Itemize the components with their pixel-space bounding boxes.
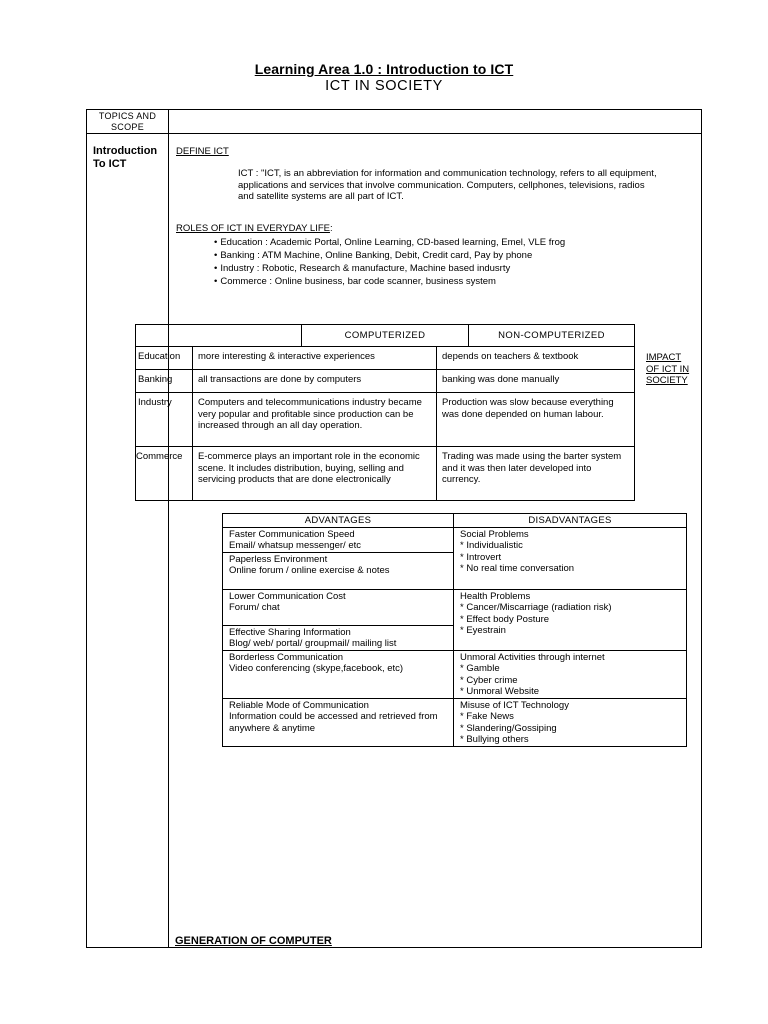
sector-cell: Banking — [136, 370, 193, 393]
advantage-title: Effective Sharing Information — [223, 625, 453, 639]
advantage-title: Lower Communication Cost — [229, 590, 346, 602]
table-row — [136, 393, 635, 447]
roles-list-item: • Industry : Robotic, Research & manufacture, Machine based indusrty — [214, 262, 565, 275]
non-computerized-header: NON-COMPUTERIZED — [469, 325, 635, 347]
table-row — [136, 347, 635, 370]
disadvantage-item: * No real time conversation — [460, 563, 575, 574]
impact-label-line: OF ICT IN — [646, 363, 690, 375]
table-row — [136, 370, 635, 393]
disadvantages-cell — [454, 698, 687, 746]
advantage-detail: Forum/ chat — [229, 602, 280, 613]
impact-label-line: IMPACT — [646, 352, 682, 363]
advantages-cell — [223, 698, 454, 746]
disadvantage-item: * Cancer/Miscarriage (radiation risk) — [460, 602, 612, 613]
advantage-title: Reliable Mode of Communication — [229, 699, 369, 711]
roles-list — [214, 236, 565, 288]
disadvantage-item: * Cyber crime — [460, 674, 518, 686]
table-row — [136, 447, 635, 501]
non-computerized-cell: Trading was made using the barter system and it was then later developed into currency. — [437, 447, 635, 501]
document-subtitle: ICT IN SOCIETY — [325, 78, 443, 94]
advantage-title: Faster Communication Speed — [229, 528, 355, 540]
computerized-cell: E-commerce plays an important role in the economic scene. It includes distribution, buying, selling and servicing products that are done electronically — [193, 447, 437, 501]
advantages-table — [222, 513, 687, 747]
roles-list-item: • Education : Academic Portal, Online Learning, CD-based learning, Emel, VLE frog — [214, 236, 565, 249]
disadvantage-item: * Unmoral Website — [460, 686, 540, 697]
sector-cell: Education — [136, 347, 193, 370]
disadvantage-item: * Introvert — [460, 551, 502, 563]
define-heading: DEFINE ICT — [176, 146, 229, 157]
table-row — [223, 589, 687, 650]
roles-list-item: • Banking : ATM Machine, Online Banking, Debit, Credit card, Pay by phone — [214, 249, 565, 262]
disadvantage-item: * Fake News — [460, 711, 514, 722]
disadvantage-title: Social Problems — [460, 528, 529, 540]
computerized-cell: more interesting & interactive experiences — [193, 347, 437, 370]
computerized-header: COMPUTERIZED — [302, 325, 469, 347]
computerized-cell: all transactions are done by computers — [193, 370, 437, 393]
disadvantages-header: DISADVANTAGES — [454, 514, 687, 528]
header-divider — [86, 133, 702, 134]
sector-cell: Industry — [136, 393, 193, 447]
disadvantages-cell — [454, 650, 687, 698]
topic-title: Introduction To ICT — [93, 145, 158, 170]
table-row — [223, 698, 687, 746]
roles-heading-colon: : — [329, 223, 333, 234]
disadvantage-item: * Individualistic — [460, 540, 523, 551]
advantage-title: Paperless Environment — [223, 552, 453, 566]
advantage-title: Borderless Communication — [229, 651, 344, 663]
advantages-table-header — [223, 514, 687, 528]
sector-cell: Commerce — [136, 447, 193, 501]
impact-table — [135, 324, 635, 501]
computerized-cell: Computers and telecommunications industry became very popular and profitable since production can be increased through an all day operation. — [193, 393, 437, 447]
disadvantage-item: * Gamble — [460, 663, 500, 674]
advantage-detail: Blog/ web/ portal/ groupmail/ mailing list — [229, 638, 397, 649]
table-row — [223, 527, 687, 589]
disadvantage-title: Misuse of ICT Technology — [460, 699, 569, 711]
disadvantages-cell — [454, 589, 687, 650]
disadvantages-cell — [454, 527, 687, 589]
column-divider — [168, 109, 169, 948]
disadvantage-item: * Bullying others — [460, 734, 529, 745]
roles-heading — [176, 223, 333, 234]
disadvantage-item: * Slandering/Gossiping — [460, 722, 557, 734]
advantage-detail: Online forum / online exercise & notes — [229, 565, 390, 576]
advantage-detail: Video conferencing (skype,facebook, etc) — [229, 663, 404, 674]
non-computerized-cell: Production was slow because everything was done depended on human labour. — [437, 393, 635, 447]
impact-table-header — [136, 325, 635, 347]
non-computerized-cell: banking was done manually — [437, 370, 635, 393]
advantages-cell — [223, 527, 454, 589]
table-row — [223, 650, 687, 698]
document-title: Learning Area 1.0 : Introduction to ICT — [254, 61, 514, 77]
advantages-cell — [223, 589, 454, 650]
table-corner-cell — [136, 325, 302, 347]
advantage-detail: Information could be accessed and retrieved from anywhere & anytime — [229, 711, 438, 734]
advantages-cell — [223, 650, 454, 698]
impact-label-line: SOCIETY — [646, 375, 688, 386]
disadvantage-title: Unmoral Activities through internet — [460, 651, 605, 663]
non-computerized-cell: depends on teachers & textbook — [437, 347, 635, 370]
next-section-heading: GENERATION OF COMPUTER — [175, 935, 332, 947]
advantage-detail: Email/ whatsup messenger/ etc — [229, 540, 362, 551]
roles-heading-text: ROLES OF ICT IN EVERYDAY LIFE — [176, 223, 330, 234]
disadvantage-item: * Effect body Posture — [460, 613, 550, 625]
disadvantage-title: Health Problems — [460, 590, 531, 602]
advantages-header: ADVANTAGES — [223, 514, 454, 528]
impact-label — [646, 352, 702, 387]
topics-header: TOPICS AND SCOPE — [98, 111, 157, 132]
ict-definition: ICT : "ICT, is an abbreviation for information and communication technology, refers to all equipment, applications and services that involve communication. Computers, cellphones, televisions, radios and satellite systems are all part of ICT. — [238, 168, 657, 202]
disadvantage-item: * Eyestrain — [460, 625, 506, 636]
roles-list-item: • Commerce : Online business, bar code scanner, business system — [214, 275, 565, 288]
